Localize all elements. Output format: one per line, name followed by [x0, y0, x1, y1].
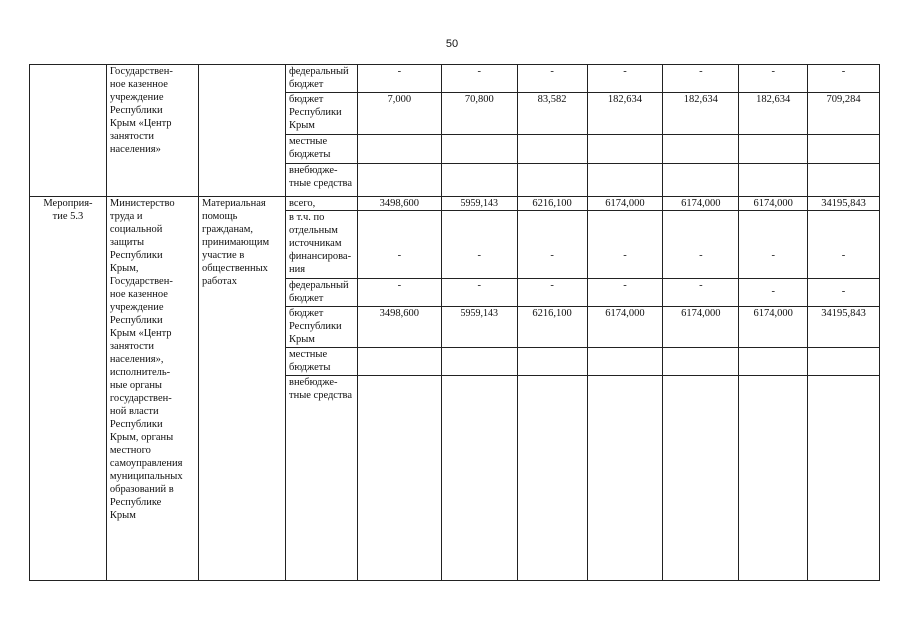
value-cell: -	[517, 279, 587, 307]
executor-cell: Министерство труда и социальной защиты Республики Крым, Государствен- ное казенное учреждение Республики Крым «Центр занятости населения», исполнитель- ные органы государствен- ной власти Республики Крым, органы местного самоуправления муниципальных образований в Республике Крым	[106, 197, 198, 581]
value-cell: 6174,000	[739, 197, 808, 211]
value-cell	[808, 135, 880, 164]
value-cell: -	[357, 279, 441, 307]
value-cell: -	[739, 211, 808, 279]
funding-source-cell: местные бюджеты	[285, 135, 357, 164]
value-cell: 6174,000	[663, 197, 739, 211]
value-cell: 182,634	[739, 93, 808, 135]
value-cell: -	[587, 279, 663, 307]
table-row	[30, 65, 880, 93]
value-cell: -	[739, 279, 808, 307]
value-cell	[357, 348, 441, 376]
value-cell: 6174,000	[663, 307, 739, 348]
value-cell: 5959,143	[441, 307, 517, 348]
value-cell: 3498,600	[357, 307, 441, 348]
value-cell: 34195,843	[808, 197, 880, 211]
value-cell: -	[517, 211, 587, 279]
value-cell: 182,634	[587, 93, 663, 135]
value-cell: -	[663, 211, 739, 279]
value-cell	[517, 135, 587, 164]
page-number: 50	[445, 38, 459, 50]
value-cell	[808, 164, 880, 197]
value-cell: 6216,100	[517, 197, 587, 211]
funding-source-cell: федеральный бюджет	[285, 65, 357, 93]
value-cell: -	[441, 211, 517, 279]
value-cell: -	[357, 211, 441, 279]
value-cell	[663, 135, 739, 164]
value-cell	[587, 376, 663, 581]
value-cell	[808, 376, 880, 581]
executor-cell: Государствен- ное казенное учреждение Республики Крым «Центр занятости населения»	[106, 65, 198, 197]
value-cell: -	[441, 279, 517, 307]
value-cell: -	[663, 279, 739, 307]
value-cell	[739, 376, 808, 581]
value-cell: 5959,143	[441, 197, 517, 211]
value-cell	[357, 164, 441, 197]
value-cell: 709,284	[808, 93, 880, 135]
measure-number-cell: Мероприя- тие 5.3	[30, 197, 107, 581]
value-cell	[517, 348, 587, 376]
value-cell: 34195,843	[808, 307, 880, 348]
funding-source-cell: в т.ч. по отдельным источникам финансирова- ния	[285, 211, 357, 279]
funding-source-cell: внебюдже- тные средства	[285, 164, 357, 197]
value-cell: -	[517, 65, 587, 93]
funding-source-cell: всего,	[285, 197, 357, 211]
funding-source-cell: федеральный бюджет	[285, 279, 357, 307]
value-cell	[663, 348, 739, 376]
measure-name-cell	[198, 65, 285, 197]
value-cell	[357, 135, 441, 164]
value-cell	[517, 164, 587, 197]
value-cell	[441, 164, 517, 197]
value-cell	[663, 164, 739, 197]
value-cell: 83,582	[517, 93, 587, 135]
value-cell: -	[808, 65, 880, 93]
table-row	[30, 197, 880, 211]
value-cell: 6174,000	[587, 307, 663, 348]
funding-source-cell: внебюдже- тные средства	[285, 376, 357, 581]
measure-number-cell	[30, 65, 107, 197]
budget-table	[29, 64, 880, 581]
value-cell	[739, 135, 808, 164]
value-cell	[587, 135, 663, 164]
value-cell: -	[808, 279, 880, 307]
value-cell	[357, 376, 441, 581]
value-cell: 70,800	[441, 93, 517, 135]
value-cell: -	[739, 65, 808, 93]
value-cell: -	[441, 65, 517, 93]
value-cell	[441, 376, 517, 581]
value-cell	[739, 348, 808, 376]
value-cell: 7,000	[357, 93, 441, 135]
measure-name-cell: Материальная помощь гражданам, принимающим участие в общественных работах	[198, 197, 285, 581]
value-cell	[441, 135, 517, 164]
value-cell	[663, 376, 739, 581]
value-cell: 6174,000	[587, 197, 663, 211]
value-cell	[517, 376, 587, 581]
value-cell: 182,634	[663, 93, 739, 135]
value-cell	[808, 348, 880, 376]
value-cell: -	[663, 65, 739, 93]
value-cell: 6174,000	[739, 307, 808, 348]
value-cell	[587, 164, 663, 197]
value-cell: 6216,100	[517, 307, 587, 348]
value-cell: -	[357, 65, 441, 93]
value-cell: -	[808, 211, 880, 279]
value-cell: -	[587, 65, 663, 93]
funding-source-cell: бюджет Республики Крым	[285, 307, 357, 348]
value-cell: 3498,600	[357, 197, 441, 211]
value-cell	[441, 348, 517, 376]
value-cell	[739, 164, 808, 197]
funding-source-cell: местные бюджеты	[285, 348, 357, 376]
value-cell: -	[587, 211, 663, 279]
value-cell	[587, 348, 663, 376]
funding-source-cell: бюджет Республики Крым	[285, 93, 357, 135]
